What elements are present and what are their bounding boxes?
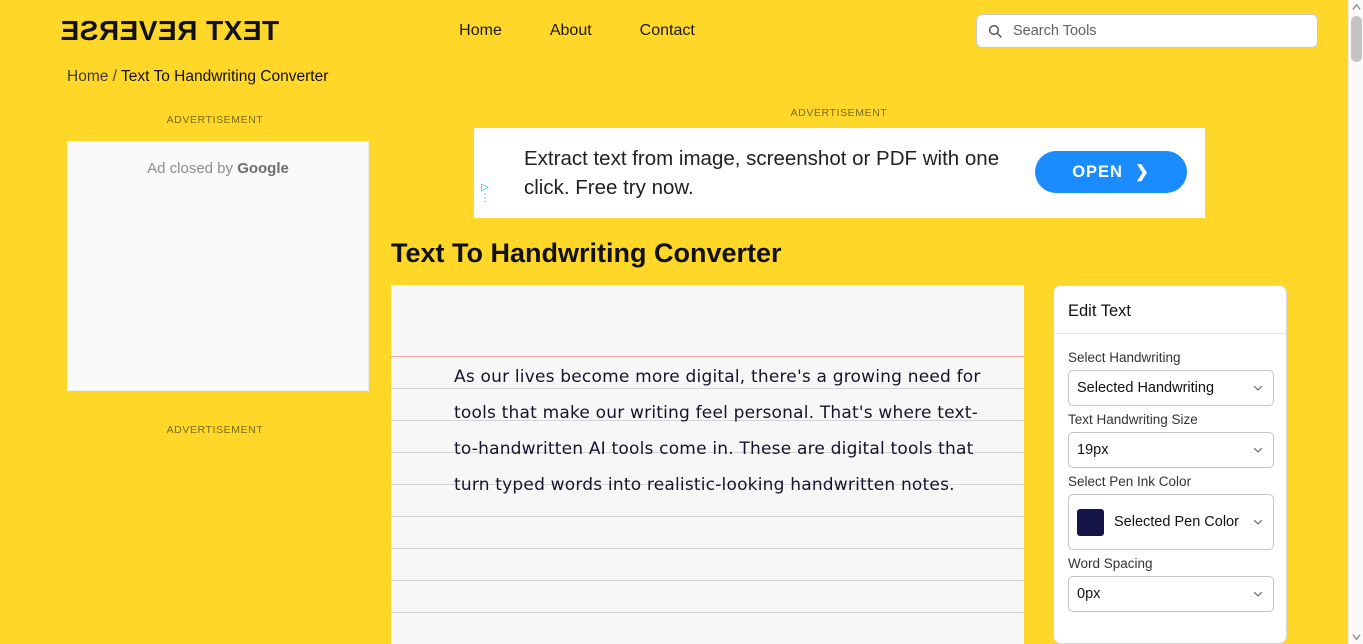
page-scrollbar[interactable] [1348,0,1363,644]
site-header [0,0,1363,62]
paper-rule-line [391,549,1024,581]
top-ad-banner[interactable] [474,128,1205,218]
panel-body [1054,334,1286,612]
paper-rule-line [391,613,1024,644]
pen-color-swatch [1077,509,1104,536]
nav-item-about[interactable]: About [549,22,592,39]
top-ad-label: ADVERTISEMENT [790,107,888,119]
scrollbar-thumb[interactable] [1351,16,1362,62]
breadcrumb-current: Text To Handwriting Converter [121,68,329,85]
top-ad-text: Extract text from image, screenshot or PDF with one click. Free try now. [524,147,1000,199]
chevron-right-icon: ❯ [1134,163,1150,181]
edit-text-panel [1053,285,1287,644]
label-select-handwriting: Select Handwriting [1068,350,1181,365]
ad-open-label: OPEN [1072,162,1123,181]
ad-closed-brand: Google [237,160,289,177]
label-text-size: Text Handwriting Size [1068,412,1198,427]
adchoices-dots: ⋮ [480,193,490,204]
paper-rule-line [391,581,1024,613]
select-word-spacing-value: 0px [1077,586,1101,602]
search-box[interactable] [976,14,1318,48]
search-input[interactable] [1011,22,1307,40]
search-icon [987,23,1003,39]
handwriting-canvas[interactable] [391,285,1024,644]
adchoices-glyph: ▷ [481,182,489,193]
select-handwriting[interactable] [1068,370,1274,406]
site-logo[interactable]: TEXT REVERSE [60,15,280,46]
main-nav [459,22,695,40]
breadcrumb [0,62,1363,86]
nav-item-contact[interactable]: Contact [639,22,695,39]
handwriting-text[interactable]: As our lives become more digital, there's a growing need for tools that make our writing feel personal. That's where text-to-handwritten AI tools come in. These are digital tools that turn typed words into realistic-looking handwritten notes. [454,367,981,495]
label-word-spacing: Word Spacing [1068,556,1153,571]
chevron-down-icon [1252,382,1264,394]
breadcrumb-home[interactable]: Home [67,68,109,85]
label-pen-ink-color: Select Pen Ink Color [1068,474,1192,489]
select-text-size[interactable] [1068,432,1274,468]
paper-margin-top [391,285,1024,357]
panel-title: Edit Text [1054,286,1286,334]
select-text-size-value: 19px [1077,442,1109,458]
select-word-spacing[interactable] [1068,576,1274,612]
select-pen-ink-color[interactable] [1068,494,1274,550]
adchoices-icon[interactable] [478,182,492,204]
paper-rule-line [391,517,1024,549]
page-title: Text To Handwriting Converter [391,238,782,268]
chevron-down-icon [1252,588,1264,600]
scroll-down-arrow-icon[interactable] [1352,632,1361,641]
left-ad-label: ADVERTISEMENT [166,114,264,126]
left-ad-slot-2 [67,450,369,644]
chevron-down-icon [1252,444,1264,456]
select-pen-color-value: Selected Pen Color [1114,513,1239,530]
nav-item-home[interactable]: Home [459,22,502,39]
left-ad-slot [67,141,369,391]
ad-closed-text: Ad closed by [147,160,238,177]
ad-open-button[interactable] [1035,151,1187,193]
scroll-up-arrow-icon[interactable] [1352,3,1361,12]
left-ad-label-2: ADVERTISEMENT [166,424,264,436]
chevron-down-icon [1252,516,1264,528]
breadcrumb-separator: / [112,68,117,85]
ad-closed-notice [68,160,368,177]
select-handwriting-value: Selected Handwriting [1077,380,1215,396]
